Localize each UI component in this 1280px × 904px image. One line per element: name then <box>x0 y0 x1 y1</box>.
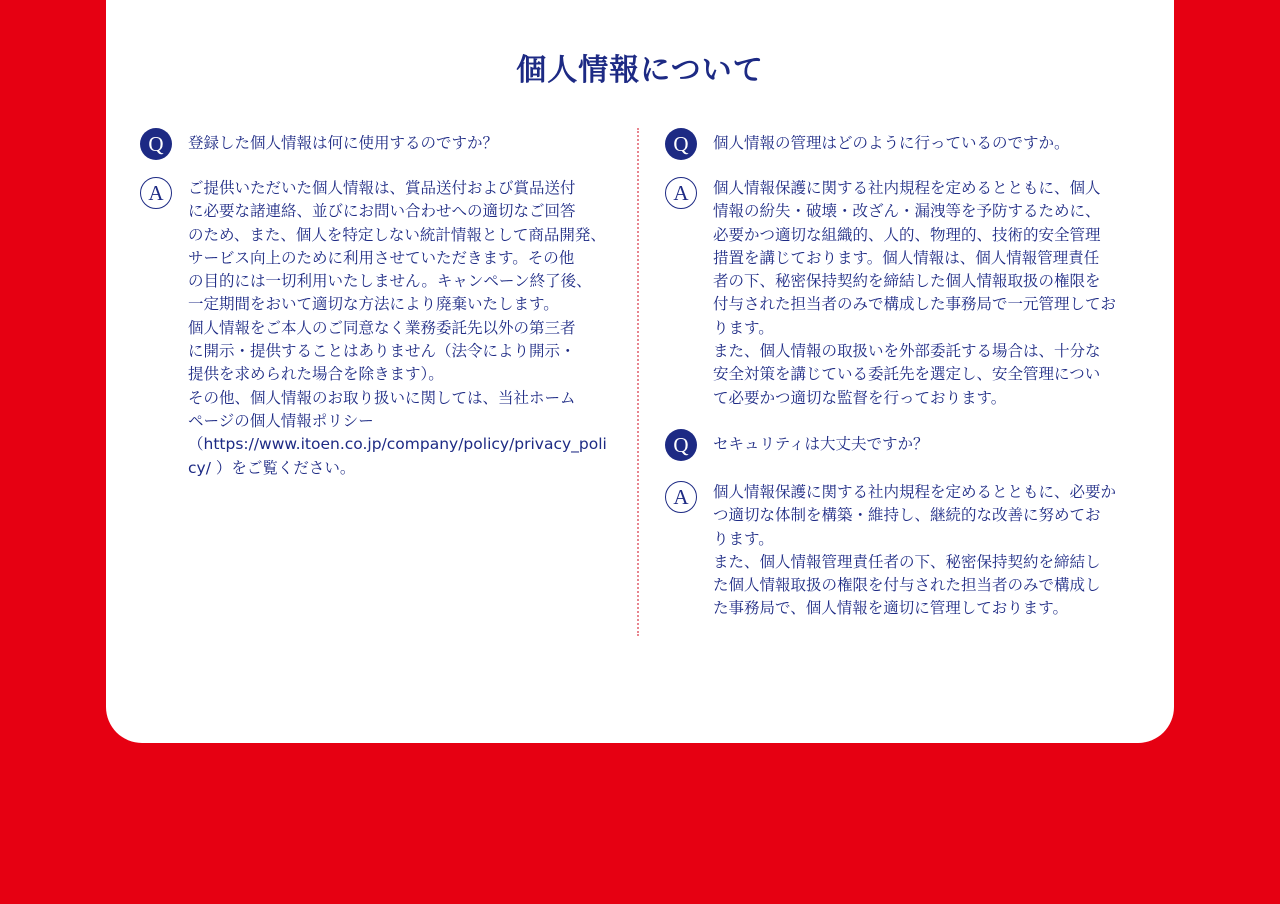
a-circle-icon: A <box>665 177 697 209</box>
answer-line: サービス向上のために利用させていただきます。その他 <box>188 248 575 267</box>
a-circle-icon: A <box>140 177 172 209</box>
answer-line: 情報の紛失・破壊・改ざん・漏洩等を予防するために、 <box>713 202 1101 221</box>
answer-line: た個人情報取扱の権限を付与された担当者のみで構成し <box>713 576 1101 595</box>
answer-line: に必要な諸連絡、並びにお問い合わせへの適切なご回答 <box>188 202 576 221</box>
q-circle-icon: Q <box>140 128 172 160</box>
answer-line: その他、個人情報のお取り扱いに関しては、当社ホーム <box>188 388 576 407</box>
answer-line: 安全対策を講じている委託先を選定し、安全管理につい <box>713 365 1101 384</box>
question-text: 個人情報の管理はどのように行っているのですか。 <box>713 134 1070 152</box>
a-circle-icon: A <box>665 481 697 513</box>
page-title: 個人情報について <box>516 53 764 88</box>
answer-line: た事務局で、個人情報を適切に管理しております。 <box>713 599 1068 618</box>
question-text: セキュリティは大丈夫ですか？ <box>713 435 929 453</box>
answer-line: cy/ ）をご覧ください。 <box>188 458 356 477</box>
question-text: 登録した個人情報は何に使用するのですか？ <box>188 134 499 152</box>
answer-line: 付与された担当者のみで構成した事務局で一元管理してお <box>713 295 1117 314</box>
answer-line: また、個人情報の取扱いを外部委託する場合は、十分な <box>713 342 1101 361</box>
answer-line: 提供を求められた場合を除きます）。 <box>188 365 444 384</box>
answer-text <box>713 481 1145 621</box>
privacy-policy-link[interactable]: （https://www.itoen.co.jp/company/policy/privacy_poli <box>188 435 607 454</box>
answer-line: に開示・提供することはありません（法令により開示・ <box>188 342 576 361</box>
answer-line: ります。 <box>713 318 774 337</box>
answer-line: の目的には一切利用いたしません。キャンペーン終了後、 <box>188 272 592 291</box>
answer-text <box>713 177 1145 410</box>
answer-line: また、個人情報管理責任者の下、秘密保持契約を締結し <box>713 552 1101 571</box>
q-circle-icon: Q <box>665 429 697 461</box>
answer-line: ご提供いただいた個人情報は、賞品送付および賞品送付 <box>188 179 576 197</box>
answer-line: 個人情報をご本人のご同意なく業務委託先以外の第三者 <box>188 318 576 337</box>
answer-line: 者の下、秘密保持契約を締結した個人情報取扱の権限を <box>713 272 1101 291</box>
answer-line: 個人情報保護に関する社内規程を定めるとともに、必要か <box>713 483 1117 501</box>
answer-line: ページの個人情報ポリシー <box>188 411 374 430</box>
answer-line: 個人情報保護に関する社内規程を定めるとともに、個人 <box>713 179 1101 197</box>
answer-line: のため、また、個人を特定しない統計情報として商品開発、 <box>188 225 606 244</box>
column-divider <box>637 128 639 636</box>
answer-line: 措置を講じております。個人情報は、個人情報管理責任 <box>713 248 1100 267</box>
answer-line: ります。 <box>713 529 774 548</box>
answer-text <box>188 177 620 480</box>
answer-line: つ適切な体制を構築・維持し、継続的な改善に努めてお <box>713 506 1101 525</box>
q-circle-icon: Q <box>665 128 697 160</box>
answer-line: 一定期間をおいて適切な方法により廃棄いたします。 <box>188 295 559 314</box>
answer-line: 必要かつ適切な組織的、人的、物理的、技術的安全管理 <box>713 225 1101 244</box>
answer-line: て必要かつ適切な監督を行っております。 <box>713 388 1007 407</box>
